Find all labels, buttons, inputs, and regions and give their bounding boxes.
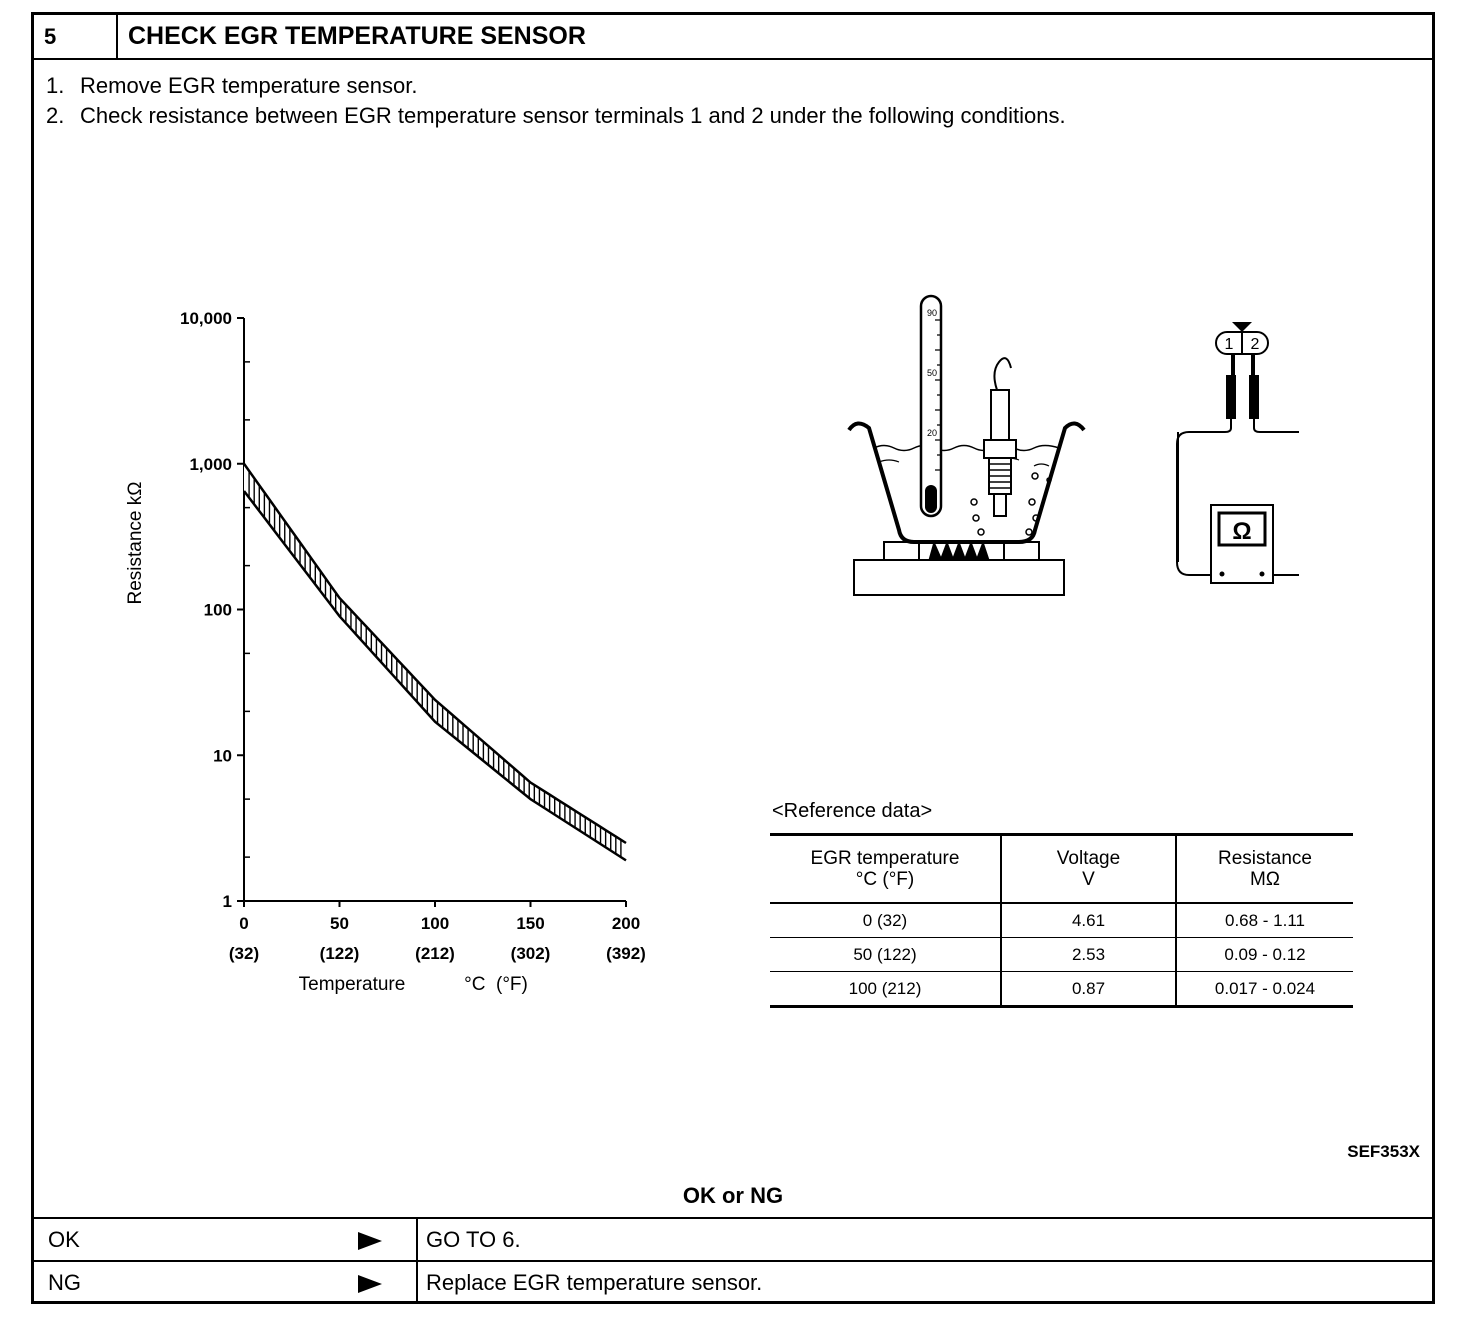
temperature-cell: 100 (212) — [848, 978, 922, 998]
result-label-ng: NG — [48, 1270, 81, 1295]
arrow-right-icon — [356, 1231, 384, 1251]
column-divider — [416, 1262, 418, 1303]
reference-header-row — [770, 835, 1353, 904]
figure-code: SEF353X — [1347, 1142, 1420, 1161]
water-surface — [879, 458, 1049, 466]
thermometer-mark: 20 — [927, 428, 938, 438]
column-header-voltage: Voltage V — [1001, 835, 1176, 904]
arrow-right-icon — [356, 1274, 384, 1294]
resistance-cell: 0.68 - 1.11 — [1176, 903, 1353, 938]
y-axis-label: Resistance kΩ — [125, 481, 146, 605]
instruction-text: Remove EGR temperature sensor. — [80, 73, 418, 98]
x-tick-label-fahrenheit: (392) — [606, 944, 646, 963]
thermometer-icon — [921, 296, 941, 516]
table-row — [770, 972, 1353, 1007]
water-surface — [874, 446, 1059, 451]
temperature-cell: 0 (32) — [770, 903, 1001, 938]
column-header-resistance: Resistance MΩ — [1176, 835, 1353, 904]
y-tick-label: 1 — [222, 892, 232, 911]
x-tick-label-celsius: 100 — [420, 914, 450, 933]
instruction-2 — [46, 103, 1066, 129]
procedure-title: CHECK EGR TEMPERATURE SENSOR — [128, 22, 586, 50]
voltage-cell: 2.53 — [1001, 938, 1176, 972]
y-tick-label: 10,000 — [180, 309, 232, 328]
thermometer-mark: 50 — [927, 368, 938, 378]
x-tick-label-fahrenheit: (212) — [415, 944, 455, 963]
ohmmeter — [1211, 505, 1273, 583]
y-tick-label: 100 — [203, 600, 232, 620]
thermometer-mark: 90 — [927, 308, 938, 318]
test-setup-illustration — [839, 280, 1299, 610]
result-action-ok: GO TO 6. — [426, 1227, 521, 1252]
temperature-cell: 50 (122) — [770, 938, 1001, 972]
instruction-number: 2. — [46, 103, 65, 128]
instruction-text: Check resistance between EGR temperature sensor terminals 1 and 2 under the following conditions. — [80, 103, 1066, 128]
x-tick-label-fahrenheit: (122) — [319, 944, 360, 963]
stand-base — [854, 560, 1064, 595]
result-row-ng — [34, 1260, 1432, 1303]
x-tick-label-celsius: 200 — [611, 914, 641, 933]
y-tick-label: 1,000 — [189, 454, 232, 474]
x-tick-label-celsius: 150 — [516, 914, 545, 933]
reference-title: <Reference data> — [772, 800, 933, 822]
reference-table — [770, 833, 1353, 1008]
voltage-cell: 0.87 — [1001, 972, 1176, 1007]
x-axis-label: Temperature — [298, 974, 406, 995]
upper-limit-line — [244, 464, 626, 843]
resistance-cell: 0.09 - 0.12 — [1176, 938, 1353, 972]
terminal-1-label: 1 — [1224, 336, 1234, 353]
column-divider — [416, 1219, 418, 1260]
x-tick-label-celsius: 50 — [330, 914, 349, 933]
x-axis-unit: °C (°F) — [464, 974, 528, 995]
ohm-symbol: Ω — [1232, 518, 1252, 545]
column-header-temperature: EGR temperature °C (°F) — [770, 835, 1001, 904]
terminal-2-label: 2 — [1250, 336, 1260, 353]
voltage-cell: 4.61 — [1001, 903, 1176, 938]
resistance-cell: 0.017 - 0.024 — [1176, 972, 1353, 1007]
x-tick-label-fahrenheit: (32) — [228, 944, 260, 963]
result-heading: OK or NG — [682, 1183, 784, 1208]
resistance-temperature-chart — [94, 275, 654, 1015]
burner-flame-icon — [929, 542, 989, 560]
procedure-frame — [31, 12, 1435, 1304]
y-tick-label: 10 — [213, 746, 232, 766]
result-action-ng: Replace EGR temperature sensor. — [426, 1270, 763, 1295]
step-number: 5 — [34, 15, 118, 58]
egr-temperature-sensor — [984, 358, 1016, 516]
x-tick-label-celsius: 0 — [239, 914, 249, 933]
result-label-ok: OK — [48, 1227, 80, 1252]
x-tick-label-fahrenheit: (302) — [510, 944, 551, 963]
instruction-1 — [46, 73, 417, 99]
instruction-number: 1. — [46, 73, 65, 98]
sensor-connector — [1216, 322, 1268, 354]
table-row — [770, 903, 1353, 938]
procedure-header — [34, 15, 1432, 60]
result-row-ok — [34, 1217, 1432, 1260]
table-row — [770, 938, 1353, 972]
tolerance-band — [244, 464, 626, 861]
